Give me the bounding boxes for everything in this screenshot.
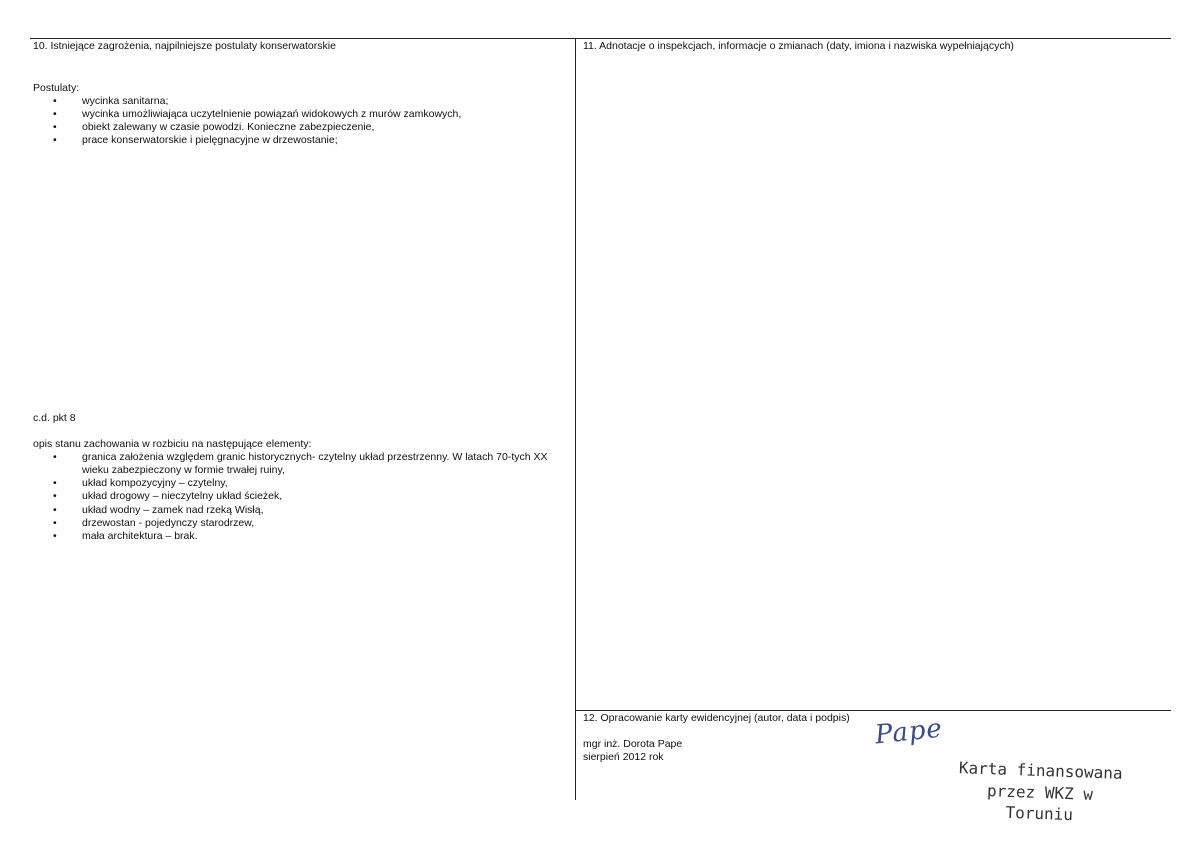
stamp-line-1: Karta finansowana (958, 758, 1123, 783)
continuation-label: c.d. pkt 8 (33, 412, 76, 424)
condition-intro: opis stanu zachowania w rozbiciu na następujące elementy: (33, 438, 312, 450)
list-item: • układ kompozycyjny – czytelny, (53, 477, 553, 490)
list-item: • drzewostan - pojedynczy starodrzew, (53, 517, 553, 530)
author-name: mgr inż. Dorota Pape (583, 738, 683, 750)
stamp-line-2: przez WKZ w Toruniu (986, 780, 1094, 825)
form-frame (30, 38, 1171, 801)
postulaty-list (53, 95, 553, 148)
author-date: sierpień 2012 rok (583, 751, 664, 764)
section10-heading: 10. Istniejące zagrożenia, najpilniejsze postulaty konserwatorskie (33, 40, 336, 52)
funding-stamp (949, 757, 1131, 828)
section12-divider (576, 710, 1171, 711)
postulaty-title: Postulaty: (33, 82, 80, 94)
author-block (583, 738, 682, 764)
list-item: • układ wodny – zamek nad rzeką Wisłą, (53, 504, 553, 517)
column-divider (575, 38, 576, 800)
section12-heading: 12. Opracowanie karty ewidencyjnej (autor, data i podpis) (583, 712, 850, 724)
handwritten-signature: Pape (873, 713, 945, 751)
list-item: • wycinka sanitarna; (53, 95, 553, 108)
list-item: • mała architektura – brak. (53, 530, 553, 543)
list-item: • granica założenia względem granic historycznych- czytelny układ przestrzenny. W latach 70-tych XX wieku zabezpieczony w formie trwałej ruiny, (53, 451, 553, 477)
list-item: • prace konserwatorskie i pielęgnacyjne w drzewostanie; (53, 134, 553, 147)
list-item: • układ drogowy – nieczytelny układ ścieżek, (53, 490, 553, 503)
condition-elements-list (53, 451, 553, 543)
list-item: • obiekt zalewany w czasie powodzi. Konieczne zabezpieczenie, (53, 121, 553, 134)
section11-heading: 11. Adnotacje o inspekcjach, informacje o zmianach (daty, imiona i nazwiska wypełniających) (583, 40, 1014, 52)
list-item: • wycinka umożliwiająca uczytelnienie powiązań widokowych z murów zamkowych, (53, 108, 553, 121)
